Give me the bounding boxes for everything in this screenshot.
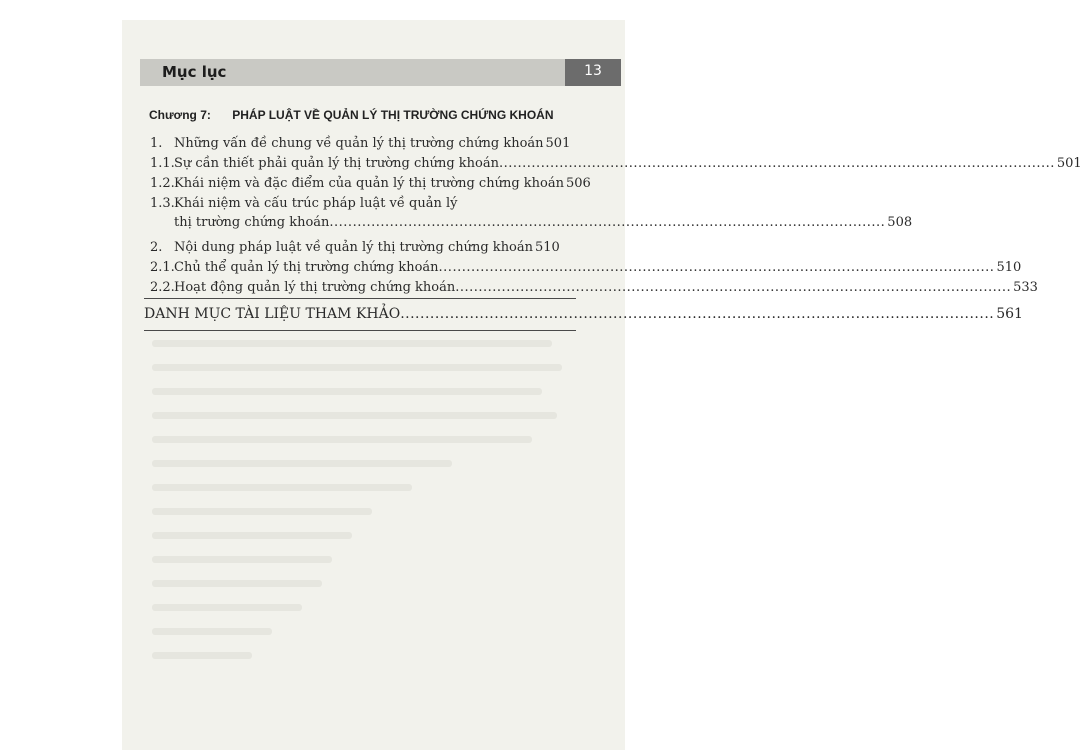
references-page: 561: [996, 306, 1023, 322]
references-text: DANH MỤC TÀI LIỆU THAM KHẢO: [144, 306, 401, 322]
header-title: Mục lục: [162, 63, 227, 81]
toc-entry-number: 1.2.: [150, 176, 175, 191]
page-number-box: [565, 59, 621, 86]
toc-entry-number: 1.3.: [150, 196, 175, 211]
leader-dots: ........................................................................................................................: [329, 215, 886, 230]
toc-entry-number: 2.2.: [150, 280, 175, 295]
toc-entry-page: 508: [887, 215, 913, 230]
toc-entry-text: thị trường chứng khoán: [174, 215, 330, 230]
running-header: [140, 59, 621, 86]
toc-entry-page: 506: [565, 176, 591, 191]
toc-entry-text: Chủ thể quản lý thị trường chứng khoán: [174, 260, 439, 275]
chapter-title: PHÁP LUẬT VỀ QUẢN LÝ THỊ TRƯỜNG CHỨNG KHOÁN: [232, 108, 554, 122]
toc-entry-page: 533: [1013, 280, 1038, 295]
toc-entry-text: Khái niệm và đặc điểm của quản lý thị trường chứng khoán: [174, 176, 564, 191]
page-number: 13: [584, 63, 602, 79]
toc-entry-text: Sự cần thiết phải quản lý thị trường chứng khoán: [174, 156, 499, 171]
toc-entry-number: 2.1.: [150, 260, 175, 275]
toc-entry-number: 2.: [150, 240, 163, 255]
toc-entry-page: 501: [1056, 156, 1082, 171]
toc-entry-text: Hoạt động quản lý thị trường chứng khoán: [174, 280, 456, 295]
chapter-heading: [149, 108, 554, 122]
bleed-through-texture: [152, 320, 592, 700]
leader-dots: ........................................................................................................................: [499, 156, 1055, 171]
toc-entry-page: 501: [545, 136, 571, 151]
leader-dots: ........................................................................................................................: [455, 280, 1012, 295]
divider-top: [144, 298, 576, 299]
toc-entry-number: 1.1.: [150, 156, 175, 171]
leader-dots: ........................................................................................................................: [400, 306, 995, 322]
toc-entry-text: Nội dung pháp luật về quản lý thị trường chứng khoán: [174, 240, 534, 255]
toc-entry-text: Những vấn đề chung về quản lý thị trường chứng khoán: [174, 136, 544, 151]
chapter-number: Chương 7:: [149, 108, 211, 122]
book-page: [122, 20, 1082, 750]
toc-entry-number: 1.: [150, 136, 163, 151]
toc-entry-page: 510: [996, 260, 1022, 275]
toc-entry-text-line1: Khái niệm và cấu trúc pháp luật về quản lý: [174, 196, 458, 211]
leader-dots: ........................................................................................................................: [438, 260, 995, 275]
toc-entry-page: 510: [535, 240, 560, 255]
